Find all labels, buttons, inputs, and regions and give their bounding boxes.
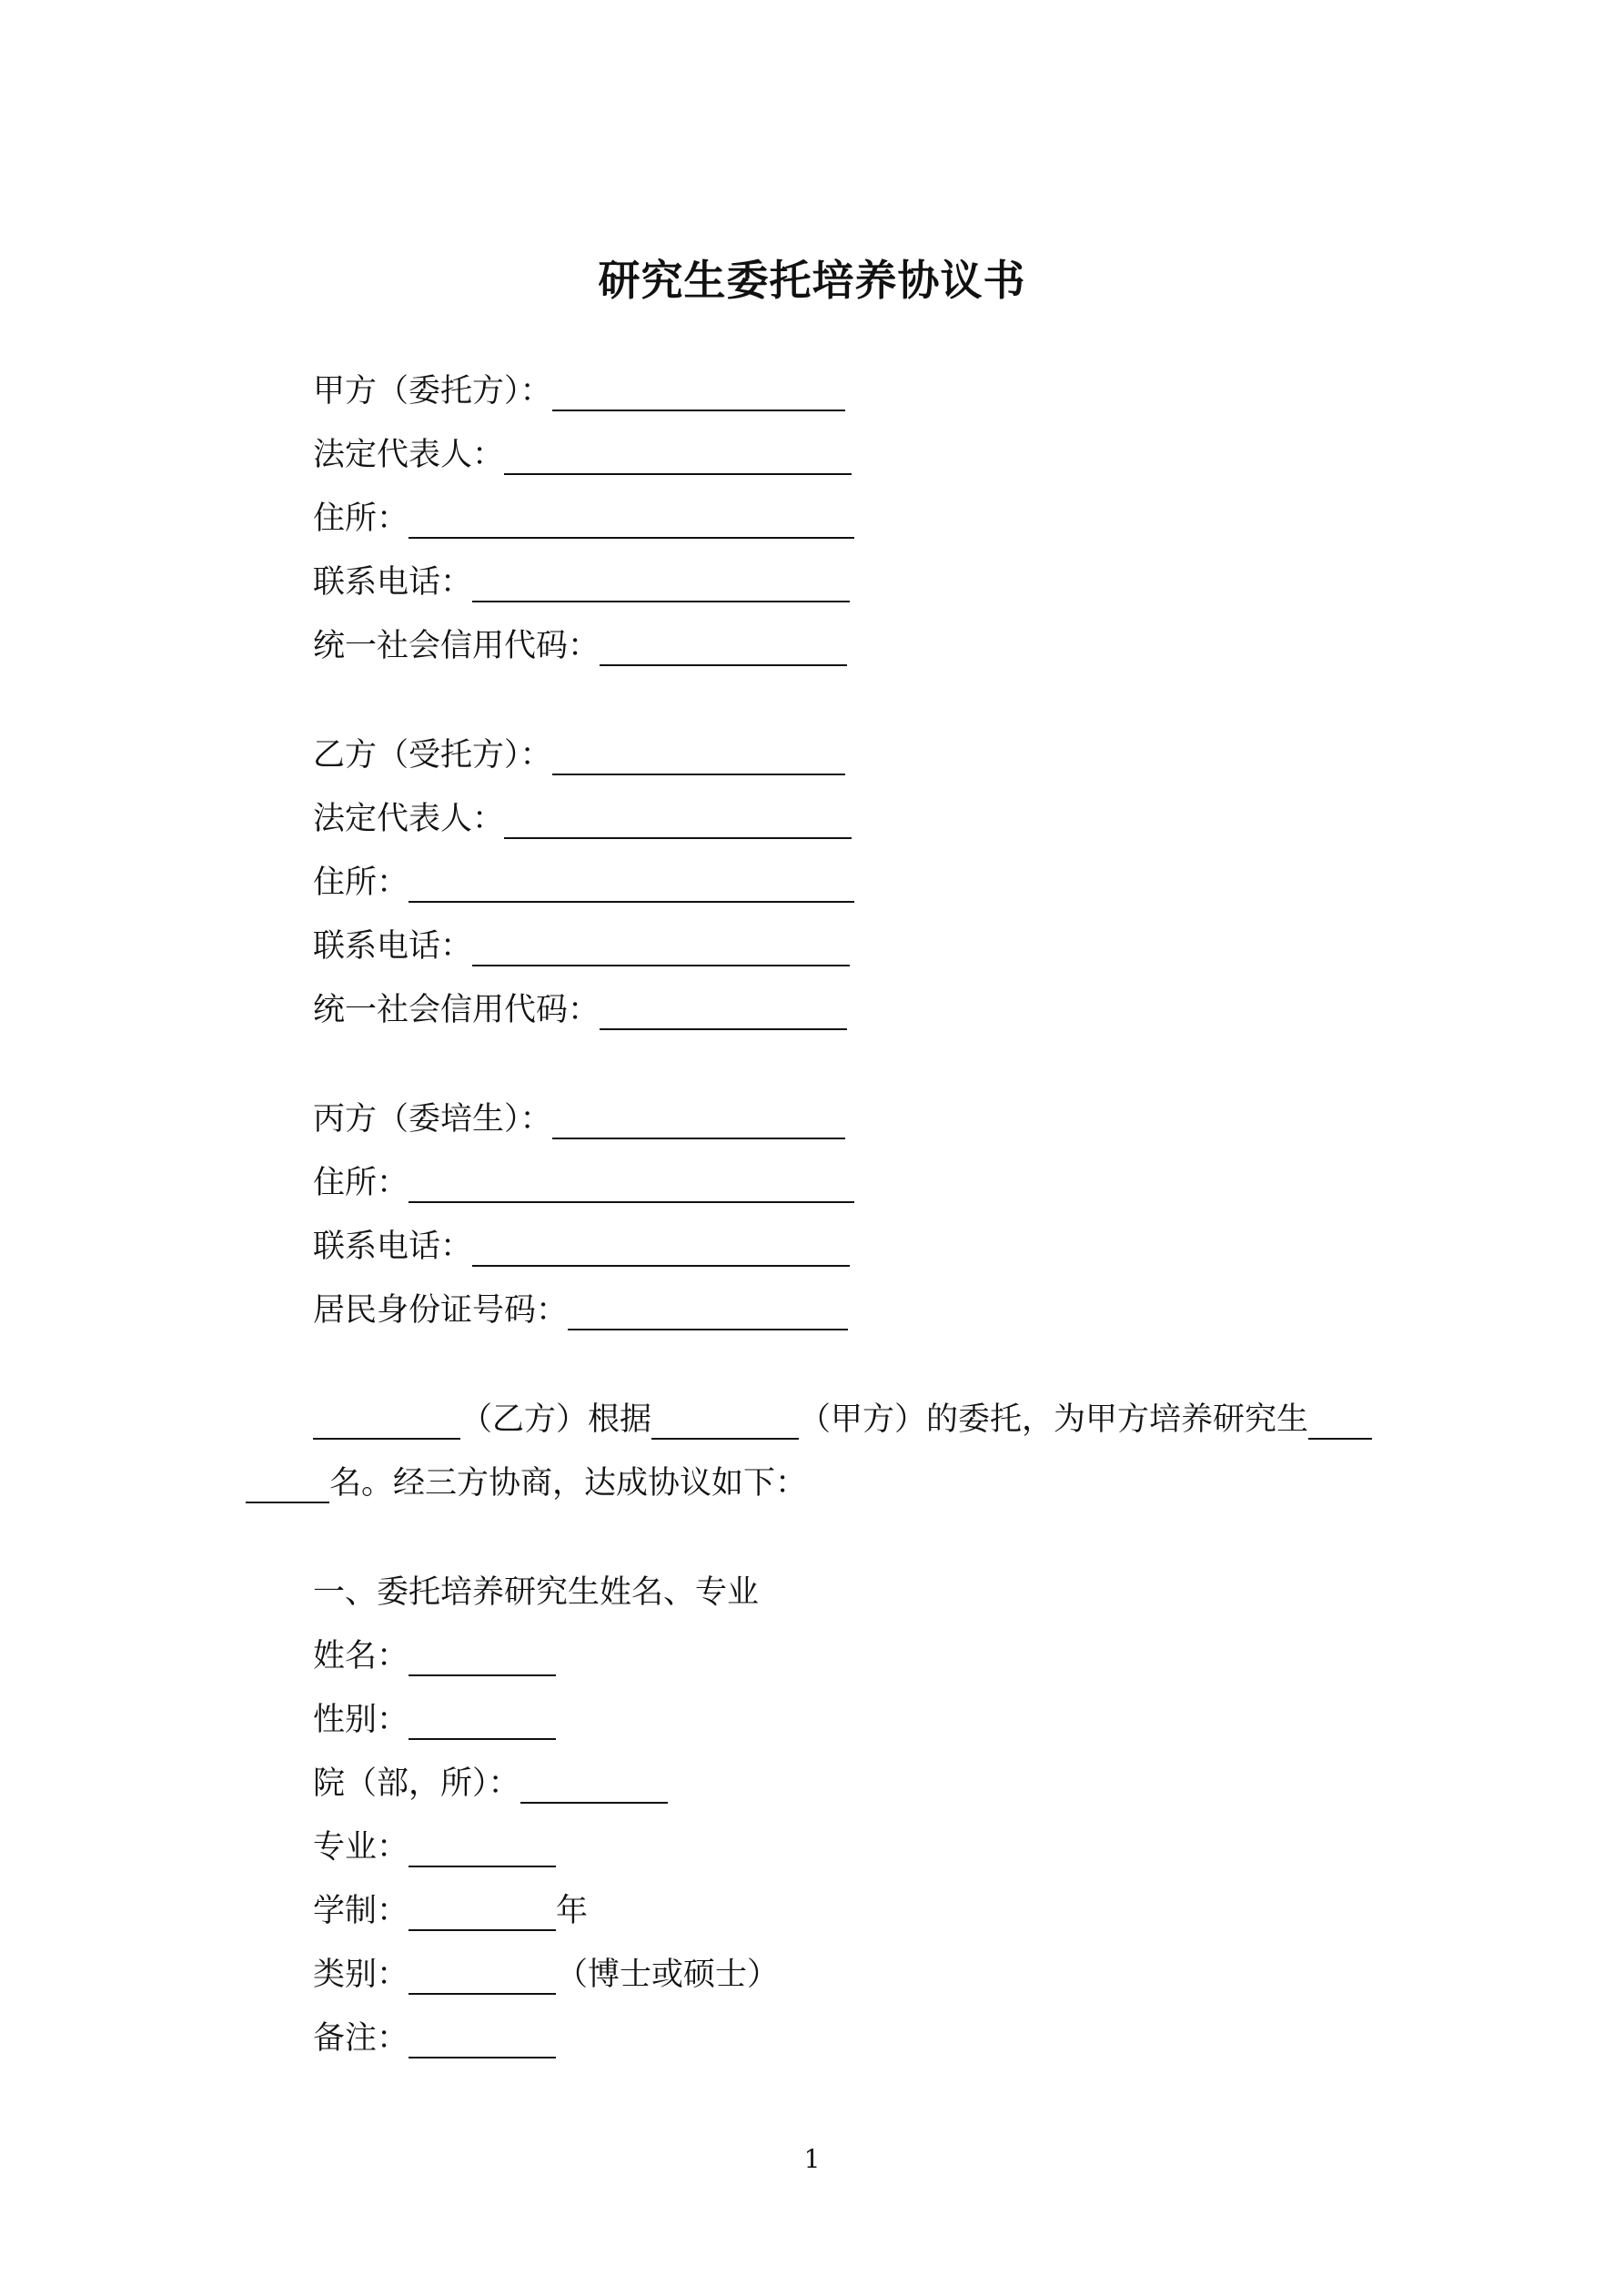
- party-a-address-field[interactable]: [409, 504, 854, 539]
- student-name-label: 姓名：: [313, 1638, 409, 1674]
- intro-line-1: [313, 1400, 1372, 1440]
- intro-segment-1: （乙方）根据: [460, 1401, 652, 1438]
- party-b-phone-label: 联系电话：: [313, 928, 473, 965]
- party-c-address-line: [313, 1163, 854, 1203]
- party-b-credit-line: [313, 990, 847, 1030]
- student-dept-label: 院（部，所）：: [313, 1765, 520, 1802]
- student-duration-suffix: 年: [556, 1893, 589, 1929]
- party-b-name-field[interactable]: [552, 741, 845, 775]
- party-c-phone-label: 联系电话：: [313, 1229, 473, 1265]
- party-a-address-line: [313, 499, 854, 539]
- party-b-rep-field[interactable]: [504, 804, 852, 839]
- intro-segment-2: （甲方）的委托，为甲方培养研究生: [799, 1401, 1309, 1438]
- student-gender-line: [313, 1700, 556, 1740]
- student-remarks-label: 备注：: [313, 2020, 409, 2057]
- student-duration-label: 学制：: [313, 1893, 409, 1929]
- student-name-line: [313, 1636, 556, 1676]
- party-a-name-blank[interactable]: [651, 1405, 799, 1440]
- party-b-name-label: 乙方（受托方）：: [313, 737, 552, 774]
- party-a-phone-field[interactable]: [472, 568, 850, 602]
- student-major-line: [313, 1827, 556, 1867]
- student-remarks-line: [313, 2018, 556, 2058]
- student-major-field[interactable]: [409, 1833, 556, 1867]
- party-c-phone-field[interactable]: [472, 1232, 850, 1267]
- party-c-address-label: 住所：: [313, 1165, 409, 1201]
- student-major-label: 专业：: [313, 1829, 409, 1866]
- party-a-name-label: 甲方（委托方）：: [313, 373, 552, 410]
- student-type-line: [313, 1955, 779, 1995]
- student-duration-field[interactable]: [409, 1896, 556, 1931]
- party-a-credit-line: [313, 626, 847, 666]
- student-remarks-field[interactable]: [409, 2024, 556, 2058]
- intro-line-2: [246, 1463, 807, 1503]
- party-b-address-label: 住所：: [313, 865, 409, 901]
- party-c-name-label: 丙方（委培生）：: [313, 1101, 552, 1138]
- party-c-name-line: [313, 1099, 845, 1139]
- party-b-rep-line: [313, 799, 852, 839]
- party-c-id-field[interactable]: [568, 1296, 848, 1330]
- party-c-name-field[interactable]: [552, 1105, 845, 1139]
- party-a-credit-label: 统一社会信用代码：: [313, 628, 600, 664]
- party-c-address-field[interactable]: [409, 1168, 854, 1203]
- party-a-phone-line: [313, 562, 850, 602]
- student-name-field[interactable]: [409, 1642, 556, 1676]
- student-type-label: 类别：: [313, 1957, 409, 1993]
- document-title: 研究生委托培养协议书: [598, 256, 1026, 305]
- student-gender-field[interactable]: [409, 1705, 556, 1740]
- party-a-rep-label: 法定代表人：: [313, 437, 505, 473]
- section-1-heading: 一、委托培养研究生姓名、专业: [313, 1574, 760, 1611]
- student-count-blank-start[interactable]: [1308, 1405, 1372, 1440]
- student-duration-line: [313, 1891, 588, 1931]
- intro-segment-3: 名。经三方协商，达成协议如下：: [329, 1465, 808, 1502]
- student-type-field[interactable]: [409, 1960, 556, 1995]
- party-a-name-field[interactable]: [552, 377, 845, 411]
- party-c-phone-line: [313, 1227, 850, 1267]
- party-c-id-line: [313, 1290, 848, 1330]
- party-b-phone-line: [313, 926, 850, 966]
- party-a-rep-field[interactable]: [504, 440, 852, 475]
- student-count-blank-end[interactable]: [246, 1469, 329, 1503]
- party-a-credit-field[interactable]: [600, 632, 847, 666]
- party-b-phone-field[interactable]: [472, 932, 850, 966]
- party-a-rep-line: [313, 435, 852, 475]
- party-b-credit-field[interactable]: [600, 996, 847, 1030]
- party-b-address-line: [313, 863, 854, 903]
- party-b-credit-label: 统一社会信用代码：: [313, 992, 600, 1028]
- party-c-id-label: 居民身份证号码：: [313, 1292, 569, 1329]
- student-dept-field[interactable]: [520, 1769, 668, 1804]
- student-gender-label: 性别：: [313, 1702, 409, 1738]
- page-number: 1: [803, 2144, 821, 2174]
- student-type-suffix: （博士或硕士）: [556, 1957, 780, 1993]
- party-b-name-blank[interactable]: [313, 1405, 460, 1440]
- student-dept-line: [313, 1764, 668, 1804]
- party-a-address-label: 住所：: [313, 501, 409, 537]
- party-b-rep-label: 法定代表人：: [313, 801, 505, 837]
- party-b-name-line: [313, 735, 845, 775]
- party-a-name-line: [313, 371, 845, 411]
- party-a-phone-label: 联系电话：: [313, 564, 473, 601]
- party-b-address-field[interactable]: [409, 868, 854, 903]
